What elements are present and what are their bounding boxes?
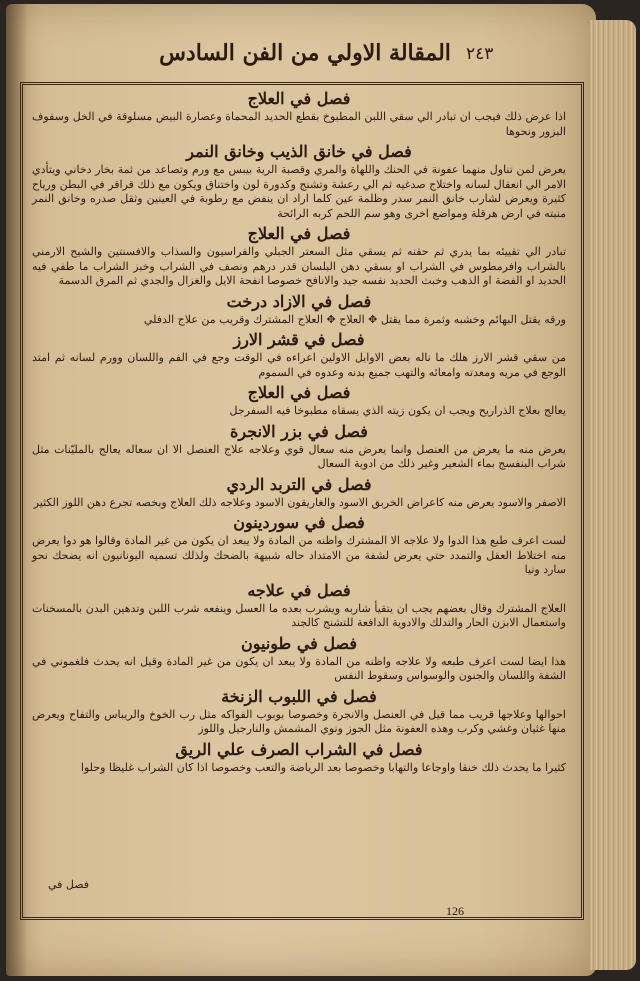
catchword: فصل في xyxy=(48,878,90,891)
section-heading: فصل في سوردينون xyxy=(233,513,365,532)
section-heading: فصل في العلاج xyxy=(247,224,351,243)
section xyxy=(26,329,572,380)
section-text: لست اعرف طبع هذا الدوا ولا علاجه الا المشترك واظنه من المادة ولا يبعد ان يكون من غير المادة وقالوا هو دوا يعرض منه اختلاط العقل والتمدد حتي يعرض لشفة من الامتداد حاله شبيهة بالضحك ولذلك تسميه اليونانيون انه يضحك نحو سارد ونيا xyxy=(31,534,566,576)
section-text: هذا ايضا لست اعرف طبعه ولا علاجه واظنه من المادة ولا يبعد ان يكون من غير المادة وقيل انه يحدث فلغموني في الشفة واللسان والجنون والوسواس وسقوط النفس xyxy=(32,654,566,682)
section xyxy=(26,421,572,472)
section-text: العلاج المشترك وقال بعضهم يجب ان يتقيأ شاربه ويشرب بعده ما العسل وينفعه شرب اللبن وتدهين البدن بالمسخنات واستعمال الابزن الحار والتدلك والادوية الدافعة للتشنج كالجند xyxy=(32,601,566,629)
section xyxy=(26,88,572,139)
section xyxy=(26,686,572,737)
section xyxy=(26,291,572,328)
section-heading: فصل في خانق الذيب وخانق النمر xyxy=(186,142,412,161)
section-text: يعرض منه ما يعرض من العنصل وانما يعرض منه سعال قوي وعلاجه علاج العنصل الا ان سعاله يعالج بالمليّنات مثل شراب البنفسج بماء الشعير وغير ذلك من ادوية السعال xyxy=(32,442,566,470)
section xyxy=(26,633,572,684)
section-text: الاصفر والاسود يعرض منه كاعراض الخربق الاسود والغاريقون الاسود وعلاجه ذلك العلاج وبخصه تجرع دهن اللوز الكثير xyxy=(33,495,566,509)
section-heading: فصل في قشر الارز xyxy=(233,330,365,349)
section-text: تبادر الي تقييئه بما يدري ثم حقنه ثم يسقي مثل السعتر الجبلي والفراسيون والسذاب والافسنتين والشيح الارمني بالشراب وافرمطوس في الشراب او بسقي دهن البلسان قدر درهم ونصف في الشراب وخبز الشراب ما طفي فيه الحديد او الفضة او الذهب وخبث الحديد نفسه جيد والانافح خصوصا انفحة الايل والغزال والجدي ثم المرق الدسمة xyxy=(32,245,566,287)
section-text: يعرض لمن تناول منهما عفونة في الحنك واللهاة والمري وقصبة الرية بيبس مع ورم وتصاعد من ثمة بخار دخاني ويتأدي الامر الي انعقال لسانه واختلاج صدغيه ثم الي رعشة وتشنج وكدورة لون واختناق ويكون مع ذلك قراقر في البطن ورياح كثيرة ويعرض لشارب خانق النمر سدر وظلمة عين كلما اراد ان ينفض مع رطوبة في العينين وثقل صدره وخانق النمر منبته في ارض هرقلة ومواضع اخرى وهو سم اللحم كربه الرائحة xyxy=(32,163,566,220)
page-edges xyxy=(590,20,636,970)
section-heading: فصل في العلاج xyxy=(247,383,351,402)
section xyxy=(26,474,572,511)
section-heading: فصل في اللبوب الزنخة xyxy=(221,686,377,706)
section-heading: فصل في بزر الانجرة xyxy=(230,421,368,441)
section-heading: فصل في طونيون xyxy=(240,633,358,653)
section-heading: فصل في التربد الردي xyxy=(226,474,372,494)
section xyxy=(26,512,572,578)
section-text: اذا عرض ذلك فيجب ان تبادر الي سقي اللبن المطبوخ بقطع الحديد المحماة وعصارة البيض مسلوقة في الخل وسفوف البزور ونحوها xyxy=(32,110,566,138)
section-text: احوالها وعلاجها قريب مما قيل في العنصل والانجرة وخصوصا بوبوب الفواكه مثل رب الخوخ والريباس والتفاح ويعرض منها غثيان وغشي وكرب وهذه العفونة مثل الجوز ونوي المشمش والنارجيل واللوز xyxy=(32,707,566,735)
section xyxy=(26,580,572,631)
section-heading: فصل في الشراب الصرف علي الريق xyxy=(175,739,423,759)
text-body xyxy=(26,88,572,910)
section xyxy=(26,739,572,776)
section-heading: فصل في العلاج xyxy=(247,89,351,108)
section xyxy=(26,141,572,221)
section xyxy=(26,223,572,289)
running-title: المقالة الاولي من الفن السادس xyxy=(159,40,451,66)
section-text: ورقه يقتل البهائم وخشبه وثمرة مما يقتل ✥ العلاج ✥ العلاج المشترك وقريب من علاج الدفلي xyxy=(143,312,566,326)
section-text: من سقي قشر الارز هلك ما ناله بعض الاوايل الاولين اعراءه في الوقت وجع في الفم واللسان وورم لسانه ثم امتد الوجع في مريه ومعدته وامعائه والتهب جميع بدنه وعدوه في السموم xyxy=(32,351,566,379)
section-text: يعالج بعلاج الذراريح ويجب ان يكون زيته الذي يسقاه مطبوخا فيه السفرجل xyxy=(229,404,566,417)
page-number-bottom: 126 xyxy=(446,904,464,918)
section-heading: فصل في الازاد درخت xyxy=(226,291,372,311)
page-number-top: ٢٤٣ xyxy=(466,44,494,64)
section-heading: فصل في علاجه xyxy=(247,580,351,600)
section xyxy=(26,382,572,419)
section-text: كثيرا ما يحدث ذلك خنقا واوجاعا والتهابا وخصوصا بعد الرياضة والتعب وخصوصا اذا كان الشراب غليظا وحلوا xyxy=(80,760,566,774)
